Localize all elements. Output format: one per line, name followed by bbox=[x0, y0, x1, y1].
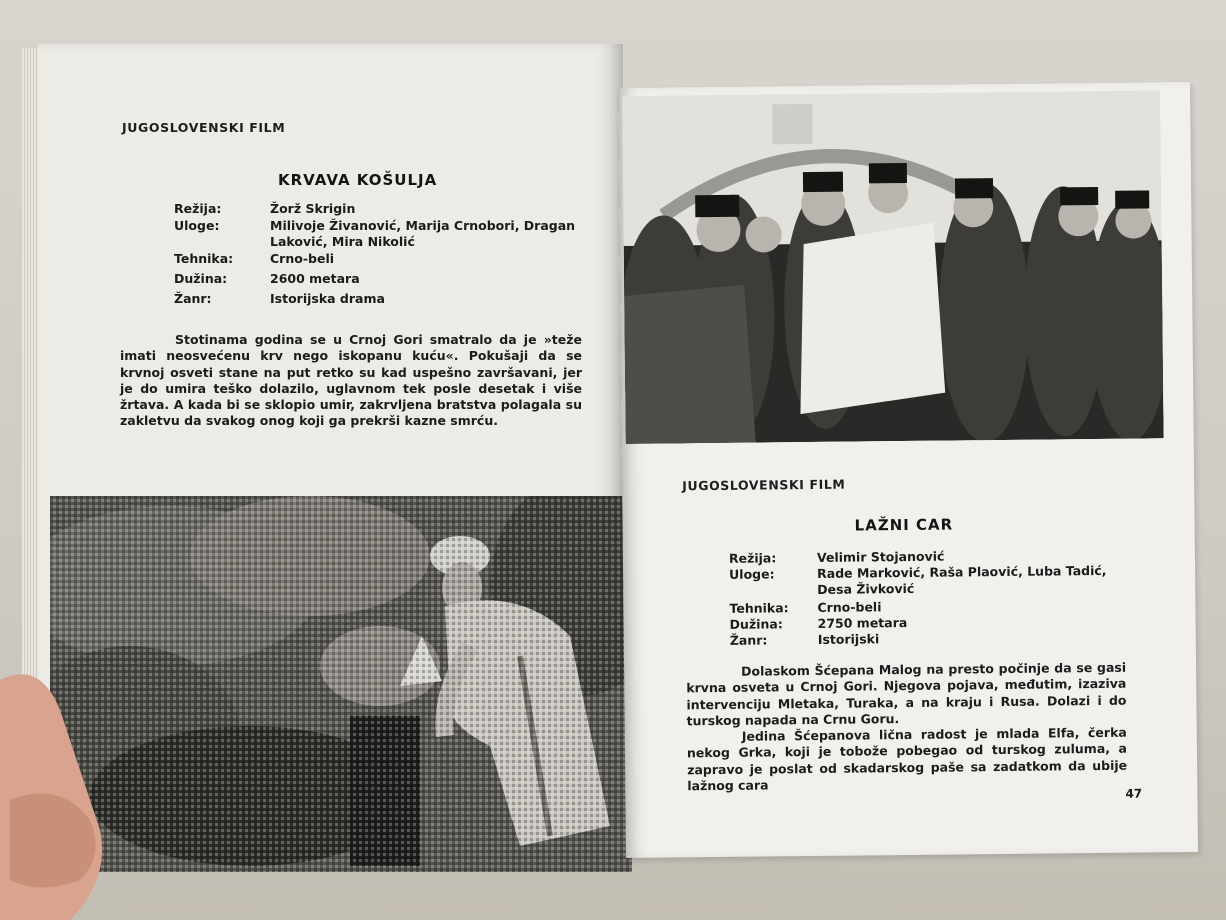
right-film-title: LAŽNI CAR bbox=[854, 515, 954, 535]
credit-key: Režija: bbox=[728, 550, 777, 566]
credit-value: Istorijski bbox=[817, 631, 880, 647]
credit-row bbox=[174, 201, 584, 217]
right-synopsis bbox=[686, 660, 1127, 795]
credit-key: Žanr: bbox=[729, 632, 768, 648]
left-section-label: JUGOSLOVENSKI FILM bbox=[122, 120, 286, 135]
credit-key: Žanr: bbox=[174, 291, 212, 306]
credit-row bbox=[174, 271, 584, 287]
credit-value: Milivoje Živanović, Marija Crnobori, Dragan Laković, Mira Nikolić bbox=[270, 218, 576, 249]
right-section-label: JUGOSLOVENSKI FILM bbox=[682, 476, 846, 494]
right-credits bbox=[729, 547, 1122, 649]
right-film-still bbox=[622, 90, 1164, 444]
credit-row bbox=[174, 291, 584, 307]
credit-value: Žorž Skrigin bbox=[270, 201, 356, 216]
credit-key: Režija: bbox=[174, 201, 222, 216]
credit-key: Uloge: bbox=[729, 566, 775, 582]
credit-row bbox=[174, 218, 584, 250]
credit-value: Crno-beli bbox=[270, 251, 335, 266]
credit-key: Tehnika: bbox=[729, 600, 789, 616]
holding-hand bbox=[0, 640, 110, 920]
credit-value: Istorijska drama bbox=[270, 291, 385, 306]
synopsis-paragraph: Stotinama godina se u Crnoj Gori smatralo da je »teže imati neosvećenu krv nego iskopanu kuću«. Pokušaji da se krvnoj osveti stane na put retko su kad uspešno završavani, jer je do umira teško dolazilo, uglavnom tek posle desetak i više žrtava. A kada bi se sklopio umir, zakrvljena bratstva polagala su zakletvu da svakog onog koji ga prekrši kazne smrću. bbox=[120, 332, 582, 429]
page-number: 47 bbox=[1125, 786, 1143, 801]
credit-value: Rade Marković, Raša Plaović, Luba Tadić, Desa Živković bbox=[817, 562, 1107, 597]
credit-value: Velimir Stojanović bbox=[816, 548, 945, 565]
left-credits bbox=[174, 201, 584, 307]
left-synopsis bbox=[120, 332, 582, 430]
credit-value: 2600 metara bbox=[270, 271, 360, 286]
left-film-still bbox=[50, 496, 632, 872]
credit-key: Dužina: bbox=[174, 271, 228, 286]
left-film-title: KRVAVA KOŠULJA bbox=[278, 171, 438, 189]
credit-key: Tehnika: bbox=[174, 251, 234, 266]
credit-key: Uloge: bbox=[174, 218, 220, 233]
left-page bbox=[38, 44, 623, 872]
credit-key: Dužina: bbox=[729, 616, 783, 632]
synopsis-paragraph: Jedina Šćepanova lična radost je mlada Elfa, čerka nekog Grka, koji je tobože pobegao od turskog zuluma, a zapravo je poslat od skadarskog paše sa zadatkom da ubije lažnog cara bbox=[686, 724, 1128, 794]
credit-row bbox=[730, 629, 1122, 649]
right-page bbox=[618, 82, 1198, 858]
synopsis-paragraph: Dolaskom Šćepana Malog na presto počinje da se gasi krvna osveta u Crnoj Gori. Njegova pojava, međutim, izaziva intervenciju Mletaka, Turaka, a na kraju i Rusa. Dolazi i do turskog napada na Crnu Goru. bbox=[686, 659, 1127, 729]
credit-value: 2750 metara bbox=[817, 615, 908, 631]
credit-row bbox=[174, 251, 584, 267]
credit-row bbox=[729, 563, 1121, 599]
credit-value: Crno-beli bbox=[817, 599, 882, 615]
